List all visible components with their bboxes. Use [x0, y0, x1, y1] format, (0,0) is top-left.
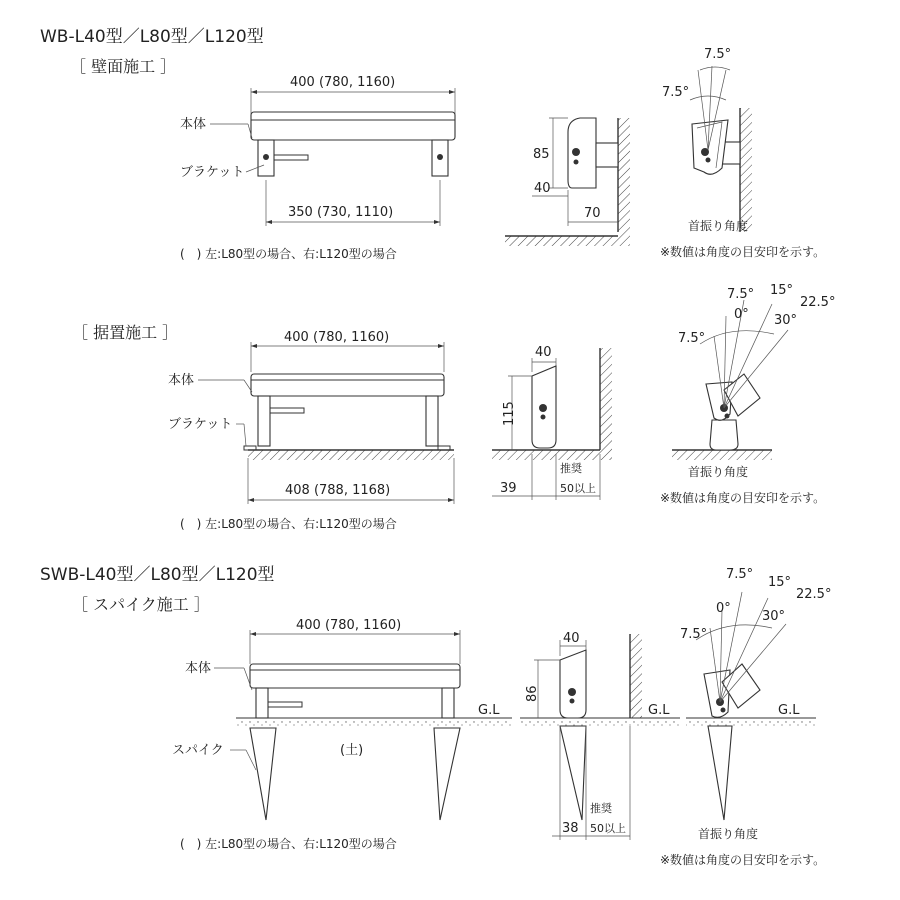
dimension-note: ( ) 左:L80型の場合、右:L120型の場合 — [180, 837, 397, 851]
side-a: 38 — [562, 821, 579, 836]
side-height: 86 — [525, 685, 540, 702]
install-title: ［ 据置施工 ］ — [72, 323, 179, 342]
label-bracket: ブラケット — [180, 165, 245, 180]
angle-0: 0° — [734, 307, 749, 322]
angle-note: ※数値は角度の目安印を示す。 — [660, 853, 826, 867]
model-title: SWB-L40型／L80型／L120型 — [40, 565, 275, 585]
side-a: 39 — [500, 481, 517, 496]
side-b: 70 — [584, 206, 601, 221]
angle-view-spike — [660, 567, 831, 867]
angle-view-wall — [660, 47, 825, 259]
side-recommend-value: 50以上 — [590, 822, 626, 835]
side-width: 40 — [563, 631, 580, 646]
label-bracket: ブラケット — [168, 417, 233, 432]
angle-a: 7.5° — [726, 567, 754, 582]
ground-level: G.L — [478, 703, 500, 718]
angle-a: 7.5° — [727, 287, 755, 302]
side-recommend: 推奨 — [590, 802, 612, 815]
angle-15: 15° — [770, 283, 794, 298]
angle-note: ※数値は角度の目安印を示す。 — [660, 491, 826, 505]
bench-body — [251, 112, 455, 176]
label-spike: スパイク — [172, 743, 224, 758]
top-dimension: 400 (780, 1160) — [284, 330, 390, 345]
side-view-wall — [505, 118, 630, 246]
install-title: ［ スパイク施工 ］ — [72, 595, 210, 614]
angle-a: 7.5° — [704, 47, 732, 62]
angle-225: 22.5° — [796, 587, 832, 602]
bottom-dimension: 350 (730, 1110) — [288, 205, 394, 220]
section-wall — [40, 27, 825, 261]
angle-left: 7.5° — [680, 627, 708, 642]
side-height: 115 — [502, 401, 517, 426]
section-spike — [40, 565, 831, 867]
model-title: WB-L40型／L80型／L120型 — [40, 27, 264, 47]
side-recommend: 推奨 — [560, 462, 582, 475]
label-body: 本体 — [180, 117, 207, 132]
angle-15: 15° — [768, 575, 792, 590]
top-dimension: 400 (780, 1160) — [290, 75, 396, 90]
angle-225: 22.5° — [800, 295, 836, 310]
side-height: 85 — [533, 147, 550, 162]
bench-body — [244, 374, 450, 450]
angle-b: 7.5° — [662, 85, 690, 100]
angle-caption: 首振り角度 — [688, 219, 749, 233]
soil-label: (土) — [340, 743, 364, 758]
side-a: 40 — [534, 181, 551, 196]
section-standing — [72, 283, 835, 531]
side-view-spike — [520, 631, 680, 840]
top-dimension: 400 (780, 1160) — [296, 618, 402, 633]
install-title: ［ 壁面施工 ］ — [70, 57, 177, 76]
angle-caption: 首振り角度 — [698, 827, 759, 841]
bench-body — [250, 664, 460, 820]
angle-left: 7.5° — [678, 331, 706, 346]
dimension-note: ( ) 左:L80型の場合、右:L120型の場合 — [180, 517, 397, 531]
angle-view-standing — [660, 283, 835, 505]
side-recommend-value: 50以上 — [560, 482, 596, 495]
label-body: 本体 — [168, 373, 195, 388]
angle-caption: 首振り角度 — [688, 465, 749, 479]
ground-level: G.L — [648, 703, 670, 718]
angle-30: 30° — [774, 313, 798, 328]
angle-note: ※数値は角度の目安印を示す。 — [660, 245, 826, 259]
side-view-standing — [492, 345, 612, 500]
ground-level: G.L — [778, 703, 800, 718]
side-width: 40 — [535, 345, 552, 360]
angle-30: 30° — [762, 609, 786, 624]
angle-0: 0° — [716, 601, 731, 616]
label-body: 本体 — [185, 661, 212, 676]
bottom-dimension: 408 (788, 1168) — [285, 483, 391, 498]
dimension-note: ( ) 左:L80型の場合、右:L120型の場合 — [180, 247, 397, 261]
